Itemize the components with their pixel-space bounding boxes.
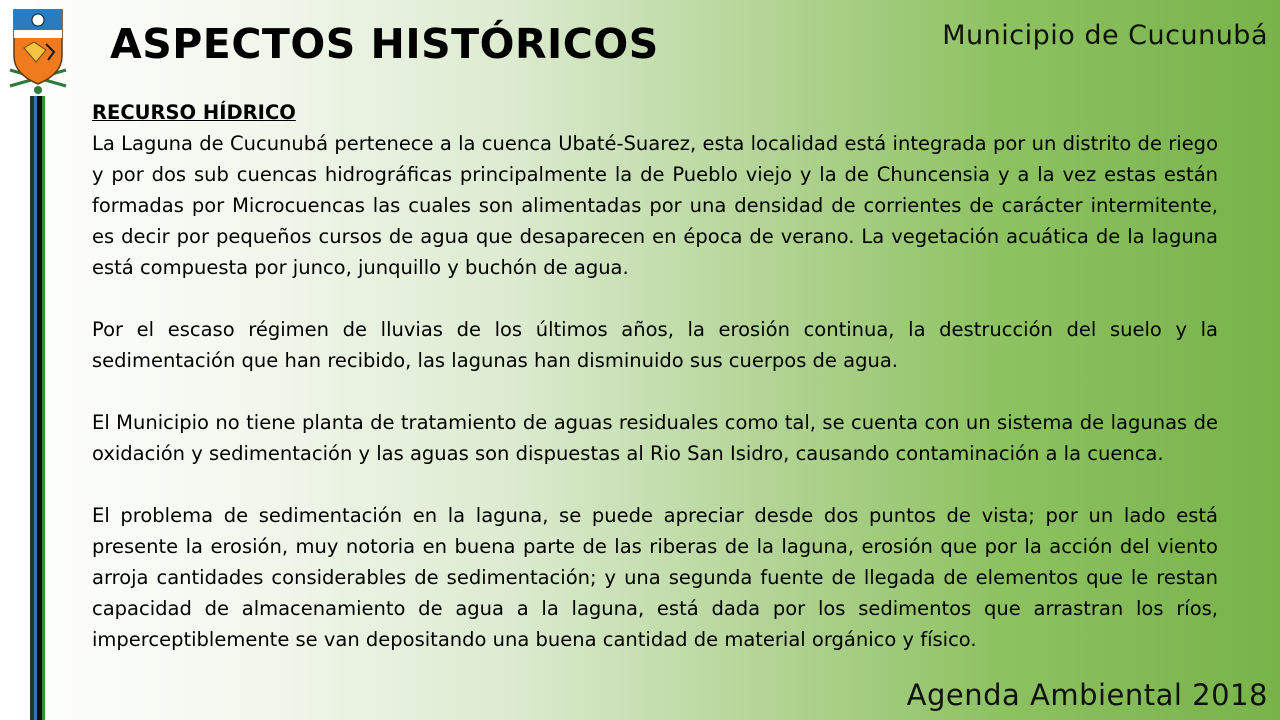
coat-of-arms-icon — [6, 4, 70, 96]
slide-title: ASPECTOS HISTÓRICOS — [110, 20, 659, 68]
paragraph: La Laguna de Cucunubá pertenece a la cuenca Ubaté-Suarez, esta localidad está integrada por un distrito de riego y por dos sub cuencas hidrográficas principalmente la de Pueblo viejo y la de Chuncensia y a la vez estas están formadas por Microcuencas las cuales son alimentadas por una densidad de corrientes de carácter intermitente, es decir por pequeños cursos de agua que desaparecen en época de verano. La vegetación acuática de la laguna está compuesta por junco, junquillo y buchón de agua. — [92, 132, 1218, 279]
footer-title: Agenda Ambiental 2018 — [906, 678, 1268, 712]
section-heading: RECURSO HÍDRICO — [92, 101, 296, 124]
paragraph: Por el escaso régimen de lluvias de los últimos años, la erosión continua, la destrucción del suelo y la sedimentación que han recibido, las lagunas han disminuido sus cuerpos de agua. — [92, 318, 1218, 372]
stripe-green — [42, 96, 45, 720]
paragraph: El Municipio no tiene planta de tratamiento de aguas residuales como tal, se cuenta con un sistema de lagunas de oxidación y sedimentación y las aguas son dispuestas al Rio San Isidro, causando contaminación a la cuenca. — [92, 411, 1218, 465]
municipality-name: Municipio de Cucunubá — [942, 20, 1268, 51]
slide-body — [92, 97, 1218, 655]
paragraph: El problema de sedimentación en la laguna, se puede apreciar desde dos puntos de vista; por un lado está presente la erosión, muy notoria en buena parte de las riberas de la laguna, erosión que por la acción del viento arroja cantidades considerables de sedimentación; y una segunda fuente de llegada de elementos que le restan capacidad de almacenamiento de agua a la laguna, está dada por los sedimentos que arrastran los ríos, imperceptiblemente se van depositando una buena cantidad de material orgánico y físico. — [92, 504, 1218, 651]
